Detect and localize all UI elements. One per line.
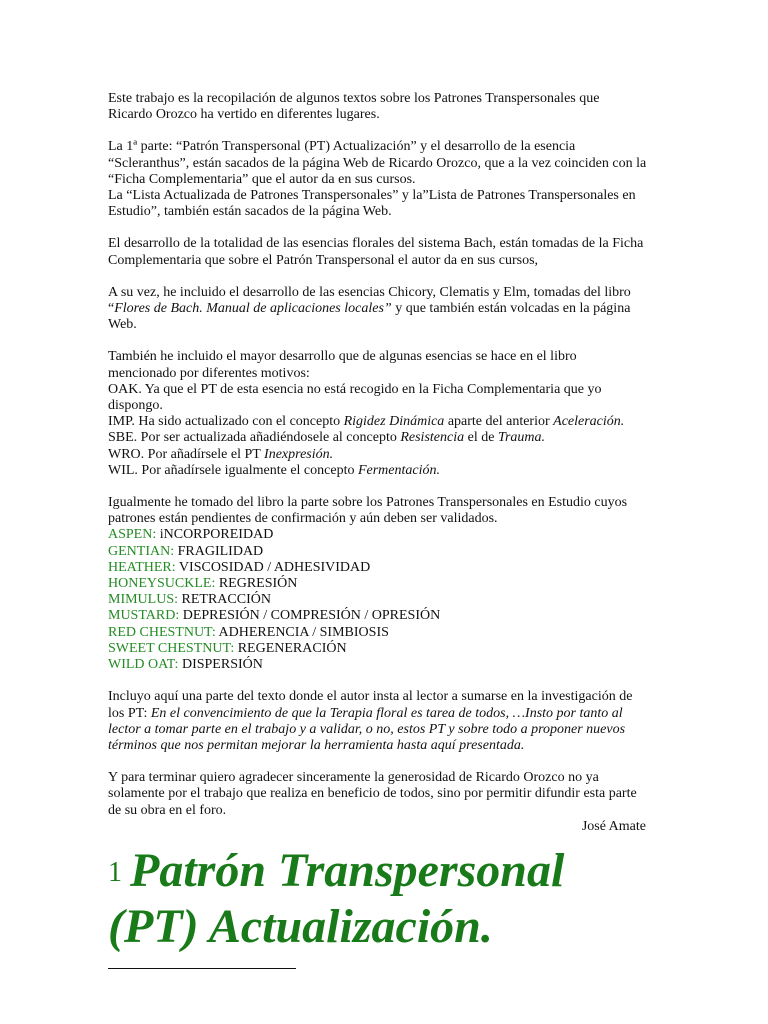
sbe-line [108, 430, 658, 446]
essence-name: MUSTARD: [108, 608, 180, 624]
text-line: Este trabajo es la recopilación de algunos textos sobre los Patrones Transpersonales que [108, 91, 600, 106]
quote-close: ” [383, 301, 392, 317]
essence-name: WILD OAT: [108, 657, 179, 673]
footnote-divider [108, 968, 296, 969]
text-fragment: los PT: [108, 705, 151, 721]
essence-name: GENTIAN: [108, 543, 175, 559]
concept-term: Rigidez Dinámica [343, 414, 445, 430]
text-fragment: IMP. Ha sido actualizado con el concepto [108, 414, 344, 430]
intro-paragraph [108, 91, 658, 123]
text-line: Y para terminar quiero agradecer sinceramente la generosidad de Ricardo Orozco no ya [108, 770, 599, 786]
extended-development-paragraph [108, 349, 658, 479]
document-body [108, 91, 658, 955]
text-line: Web. [108, 317, 137, 333]
pattern-item [108, 641, 658, 657]
concept-term: Resistencia [400, 430, 465, 446]
essence-name: SWEET CHESTNUT: [108, 640, 235, 656]
text-line [108, 301, 658, 317]
concept-term: Inexpresión. [264, 446, 334, 462]
text-line: Ricardo Orozco ha vertido en diferentes lugares. [108, 107, 380, 123]
text-fragment: SBE. Por ser actualizada añadiéndosele al concepto [108, 430, 401, 446]
quote-open: “ [108, 301, 115, 317]
book-title: Flores de Bach. Manual de aplicaciones locales [114, 301, 384, 317]
quoted-text: lector a tomar parte en el trabajo y a validar, o no, estos PT y sobre todo a proponer nuevos [108, 721, 626, 737]
text-line [108, 706, 658, 722]
pattern-value: REGRESIÓN [215, 576, 298, 592]
first-part-paragraph [108, 139, 658, 220]
wil-line [108, 463, 658, 479]
text-line: de su obra en el foro. [108, 802, 227, 818]
footnote-mark: 1 [108, 856, 122, 888]
wro-line [108, 447, 658, 463]
pattern-item [108, 544, 658, 560]
concept-term: Trauma. [497, 430, 546, 446]
text-fragment: el de [464, 430, 498, 446]
pattern-value: DEPRESIÓN / COMPRESIÓN / OPRESIÓN [179, 608, 441, 624]
pattern-value: DISPERSIÓN [178, 657, 263, 673]
text-fragment: WIL. Por añadírsele igualmente el concepto [108, 462, 358, 478]
essence-name: ASPEN: [108, 527, 157, 543]
pattern-value: REGENERACIÓN [234, 640, 347, 656]
author-signature: José Amate [581, 818, 646, 834]
pattern-value: VISCOSIDAD / ADHESIVIDAD [175, 559, 371, 575]
text-fragment: aparte del anterior [444, 414, 554, 430]
heading-text: Patrón Transpersonal [130, 843, 565, 897]
text-line: patrones están pendientes de confirmación y aún deben ser validados. [108, 511, 498, 527]
text-line: La 1ª parte: “Patrón Transpersonal (PT) Actualización” y el desarrollo de la esencia [108, 139, 576, 155]
text-line: A su vez, he incluido el desarrollo de las esencias Chicory, Clematis y Elm, tomadas del libro [108, 284, 631, 300]
essence-name: HEATHER: [108, 559, 176, 575]
concept-term: Aceleración. [553, 414, 625, 430]
pattern-item [108, 608, 658, 624]
oak-line: dispongo. [108, 398, 163, 414]
heading-line [108, 843, 658, 899]
text-line: Estudio”, también están sacados de la página Web. [108, 204, 392, 220]
essence-name: HONEYSUCKLE: [108, 576, 216, 592]
pattern-item [108, 625, 658, 641]
pattern-item [108, 560, 658, 576]
pattern-value: ADHERENCIA / SIMBIOSIS [215, 624, 389, 640]
pattern-item [108, 592, 658, 608]
text-line: El desarrollo de la totalidad de las esencias florales del sistema Bach, están tomadas de la Ficha [108, 236, 644, 252]
concept-term: Fermentación. [357, 462, 440, 478]
text-line: También he incluido el mayor desarrollo que de algunas esencias se hace en el libro [108, 349, 577, 365]
text-line: solamente por el trabajo que realiza en beneficio de todos, sino por permitir difundir esta parte [108, 786, 637, 802]
imp-line [108, 414, 658, 430]
study-patterns-paragraph [108, 495, 658, 673]
pattern-value: FRAGILIDAD [174, 543, 264, 559]
text-line: “Ficha Complementaria” que el autor da en sus cursos. [108, 171, 416, 187]
text-line: Igualmente he tomado del libro la parte sobre los Patrones Transpersonales en Estudio cuyos [108, 495, 628, 511]
oak-line: OAK. Ya que el PT de esta esencia no está recogido en la Ficha Complementaria que yo [108, 381, 602, 397]
text-line: mencionado por diferentes motivos: [108, 365, 310, 381]
text-line: Complementaria que sobre el Patrón Transpersonal el autor da en sus cursos, [108, 252, 539, 268]
section-heading [108, 843, 658, 955]
essence-name: MIMULUS: [108, 592, 179, 608]
essence-name: RED CHESTNUT: [108, 624, 216, 640]
quoted-text: En el convencimiento de que la Terapia floral es tarea de todos, …Insto por tanto al [150, 705, 623, 721]
book-paragraph [108, 285, 658, 334]
text-line: Incluyo aquí una parte del texto donde el autor insta al lector a sumarse en la investigación de [108, 689, 633, 705]
research-paragraph [108, 689, 658, 754]
text-fragment: WRO. Por añadírsele el PT [108, 446, 265, 462]
pattern-value: RETRACCIÓN [178, 592, 271, 608]
pattern-value: iNCORPOREIDAD [156, 527, 274, 543]
text-fragment: y que también están volcadas en la página [391, 301, 631, 317]
heading-text: (PT) Actualización. [108, 899, 493, 953]
pattern-item [108, 527, 658, 543]
quoted-text: términos que nos permitan mejorar la herramienta hasta aquí presentada. [108, 737, 525, 753]
development-paragraph [108, 236, 658, 268]
pattern-item [108, 576, 658, 592]
pattern-item [108, 657, 658, 673]
text-line: “Scleranthus”, están sacados de la página Web de Ricardo Orozco, que a la vez coinciden con la [108, 155, 647, 171]
text-line: La “Lista Actualizada de Patrones Transpersonales” y la”Lista de Patrones Transpersonales en [108, 188, 636, 204]
closing-paragraph [108, 770, 658, 819]
